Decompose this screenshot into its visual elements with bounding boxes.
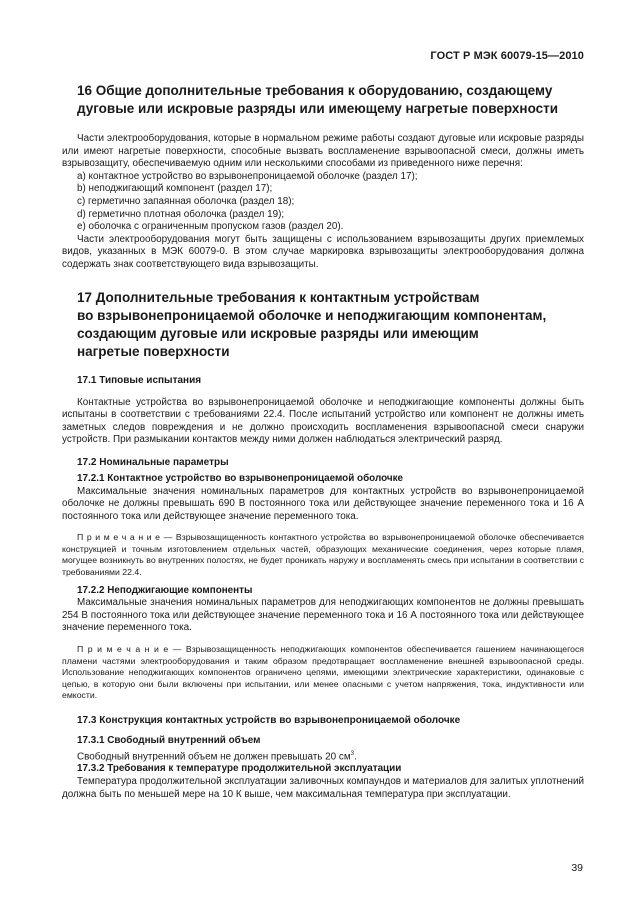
page-number: 39 xyxy=(571,862,583,874)
heading-line: во взрывонепроницаемой оболочке и неподжигающим компонентам, xyxy=(77,307,547,323)
subsection-17-2-2-title: 17.2.2 Неподжигающие компоненты xyxy=(77,584,253,596)
subsection-17-2-2-text: Максимальные значения номинальных параметров для неподжигающих компонентов не должны превышать 254 В постоянного тока или действующее значение переменного тока и 16 А постоянного тока или действующее значение переменного тока. xyxy=(62,597,584,634)
subsection-17-3-2-title: 17.3.2 Требования к температуре продолжительной эксплуатации xyxy=(77,763,402,775)
volume-unit-sup: 3 xyxy=(350,750,354,757)
note-text: — Взрывозащищенность неподжигающих компонентов обеспечивается гашением начинающегося пламени частями электрооборудования и таким образом предотвращает воспламенение внешней взрывоопасной среды. Использование неподжигающих компонентов ограничено цепями, имеющими электрические характеристики, одинаковые с цепью, в которую они были включены при испытании, или менее опасными с учетом напряжения, тока, индуктивности или емкости. xyxy=(62,644,584,701)
period: . xyxy=(353,750,357,762)
note-label: П р и м е ч а н и е xyxy=(77,532,161,543)
subsection-17-2-1-text: Максимальные значения номинальных параметров для контактных устройств во взрывонепроницаемой оболочке не должны превышать 690 В постоянного тока или действующее значение переменного тока и 16 А постоянного тока или действующее значение переменного тока. xyxy=(62,485,584,522)
subsection-17-3-2-text: Температура продолжительной эксплуатации заливочных компаундов и материалов для залитых уплотнений должна быть по меньшей мере на 10 К выше, чем максимальная температура при эксплуатации. xyxy=(62,776,584,800)
heading-line: дуговые или искровые разряды или имеющему нагретые поверхности xyxy=(77,101,559,116)
heading-line: 16 Общие дополнительные требования к оборудованию, создающему xyxy=(77,83,553,98)
section-16-heading xyxy=(62,82,584,118)
subsection-17-1-text: Контактные устройства во взрывонепроницаемой оболочке и неподжигающие компоненты должны быть испытаны в соответствии с требованиями 22.4. После испытаний устройство или компонент не должны иметь заметных следов повреждения и не должно происходить воспламенения взрывоопасной смеси снаружи устройств. При размыкании контактов между ними должен наблюдаться электрический разряд. xyxy=(62,396,584,446)
note-label: П р и м е ч а н и е xyxy=(77,644,169,655)
list-item: a) контактное устройство во взрывонепроницаемой оболочке (раздел 17); xyxy=(77,170,418,182)
subsection-17-2-title: 17.2 Номинальные параметры xyxy=(77,456,229,468)
section-16-outro: Части электрооборудования могут быть защищены с использованием взрывозащиты других приемлемых видов, указанных в МЭК 60079-0. В этом случае маркировка взрывозащиты электрооборудования должна содержать знак соответствующего вида взрывозащиты. xyxy=(62,233,584,270)
subsection-17-3-title: 17.3 Конструкция контактных устройств во взрывонепроницаемой оболочке xyxy=(77,715,461,726)
list-item: c) герметично запаянная оболочка (раздел 18); xyxy=(77,195,295,207)
subsection-17-3-1-text xyxy=(62,748,584,764)
note-1 xyxy=(62,532,584,578)
heading-line: создающим дуговые или искровые разряды или имеющим xyxy=(77,325,479,341)
standard-header: ГОСТ Р МЭК 60079-15—2010 xyxy=(430,50,584,62)
section-17-heading xyxy=(62,289,584,361)
list-item: e) оболочка с ограниченным пропуском газов (раздел 20). xyxy=(77,221,344,233)
heading-line: 17 Дополнительные требования к контактным устройствам xyxy=(77,289,480,305)
page-content xyxy=(62,82,584,801)
note-2 xyxy=(62,644,584,702)
subsection-17-3-1-title: 17.3.1 Свободный внутренний объем xyxy=(77,735,261,746)
list-item: b) неподжигающий компонент (раздел 17); xyxy=(77,183,273,195)
note-text: — Взрывозащищенность контактного устройства во взрывонепроницаемой оболочке обеспечивается конструкцией и точным изготовлением отдельных частей, образующих механические соединения, через которые пламя, могущее возникнуть во внутренних полостях, не будет проникать наружу и воспламенять смесь при испытании в соответствии с требованиями 22.4. xyxy=(62,532,585,578)
heading-line: нагретые поверхности xyxy=(77,343,230,359)
volume-text: Свободный внутренний объем не должен превышать 20 см xyxy=(77,750,351,762)
section-16-intro: Части электрооборудования, которые в нормальном режиме работы создают дуговые или искровые разряды или имеют нагретые поверхности, способные вызвать воспламенение взрывоопасной смеси, должны иметь взрывозащиту, обеспечиваемую одним или несколькими способами из приведенного ниже перечня: xyxy=(62,133,584,170)
subsection-17-1-title: 17.1 Типовые испытания xyxy=(77,374,202,386)
subsection-17-2-1-title: 17.2.1 Контактное устройство во взрывонепроницаемой оболочке xyxy=(77,472,404,484)
list-item: d) герметично плотная оболочка (раздел 19); xyxy=(77,208,285,220)
section-16-list xyxy=(62,171,584,234)
